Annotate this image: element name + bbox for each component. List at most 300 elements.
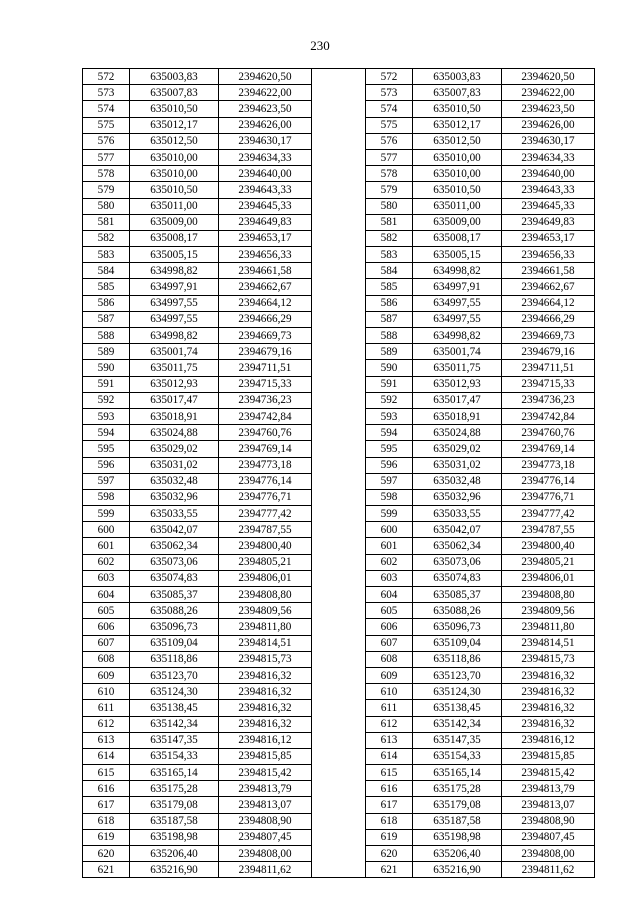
table-row [83,732,595,748]
left-y-coordinate: 2394816,12 [219,732,312,748]
table-row [83,829,595,845]
left-x-coordinate: 635033,55 [130,506,219,522]
column-spacer [312,166,366,182]
left-point-number: 587 [83,311,130,327]
left-point-number: 572 [83,69,130,85]
left-y-coordinate: 2394645,33 [219,198,312,214]
left-x-coordinate: 635206,40 [130,846,219,862]
left-point-number: 577 [83,149,130,165]
column-spacer [312,862,366,878]
right-point-number: 596 [366,457,413,473]
left-x-coordinate: 635017,47 [130,392,219,408]
left-point-number: 581 [83,214,130,230]
right-y-coordinate: 2394620,50 [502,69,595,85]
right-x-coordinate: 635175,28 [413,781,502,797]
left-x-coordinate: 635012,93 [130,376,219,392]
right-x-coordinate: 635008,17 [413,230,502,246]
right-y-coordinate: 2394813,79 [502,781,595,797]
left-point-number: 609 [83,667,130,683]
right-point-number: 580 [366,198,413,214]
right-x-coordinate: 635147,35 [413,732,502,748]
left-y-coordinate: 2394620,50 [219,69,312,85]
left-y-coordinate: 2394679,16 [219,344,312,360]
right-point-number: 609 [366,667,413,683]
right-point-number: 619 [366,829,413,845]
right-x-coordinate: 635010,50 [413,101,502,117]
left-x-coordinate: 635005,15 [130,247,219,263]
left-point-number: 604 [83,587,130,603]
table-row [83,311,595,327]
right-point-number: 621 [366,862,413,878]
left-y-coordinate: 2394736,23 [219,392,312,408]
left-point-number: 612 [83,716,130,732]
right-point-number: 614 [366,748,413,764]
right-x-coordinate: 635154,33 [413,748,502,764]
right-x-coordinate: 635085,37 [413,587,502,603]
left-y-coordinate: 2394815,42 [219,765,312,781]
left-point-number: 590 [83,360,130,376]
table-row [83,166,595,182]
right-x-coordinate: 635033,55 [413,506,502,522]
table-row [83,862,595,878]
right-x-coordinate: 635042,07 [413,522,502,538]
left-y-coordinate: 2394807,45 [219,829,312,845]
column-spacer [312,214,366,230]
table-row [83,570,595,586]
table-row [83,684,595,700]
right-point-number: 589 [366,344,413,360]
right-y-coordinate: 2394806,01 [502,570,595,586]
table-row [83,295,595,311]
left-point-number: 576 [83,133,130,149]
right-y-coordinate: 2394640,00 [502,166,595,182]
right-point-number: 572 [366,69,413,85]
right-x-coordinate: 635003,83 [413,69,502,85]
right-point-number: 579 [366,182,413,198]
right-x-coordinate: 635032,96 [413,489,502,505]
column-spacer [312,587,366,603]
left-x-coordinate: 635010,50 [130,101,219,117]
left-point-number: 605 [83,603,130,619]
left-point-number: 575 [83,117,130,133]
right-y-coordinate: 2394656,33 [502,247,595,263]
table-row [83,247,595,263]
right-point-number: 578 [366,166,413,182]
column-spacer [312,198,366,214]
table-row [83,700,595,716]
column-spacer [312,117,366,133]
table-row [83,473,595,489]
right-x-coordinate: 634997,55 [413,295,502,311]
right-point-number: 597 [366,473,413,489]
left-x-coordinate: 635007,83 [130,85,219,101]
right-y-coordinate: 2394742,84 [502,408,595,424]
right-x-coordinate: 635029,02 [413,441,502,457]
column-spacer [312,230,366,246]
column-spacer [312,149,366,165]
column-spacer [312,133,366,149]
column-spacer [312,425,366,441]
left-point-number: 616 [83,781,130,797]
right-y-coordinate: 2394816,32 [502,684,595,700]
column-spacer [312,522,366,538]
column-spacer [312,85,366,101]
left-y-coordinate: 2394643,33 [219,182,312,198]
right-y-coordinate: 2394808,80 [502,587,595,603]
right-x-coordinate: 635187,58 [413,813,502,829]
left-x-coordinate: 634997,91 [130,279,219,295]
left-point-number: 598 [83,489,130,505]
left-x-coordinate: 635001,74 [130,344,219,360]
right-y-coordinate: 2394787,55 [502,522,595,538]
column-spacer [312,829,366,845]
left-y-coordinate: 2394622,00 [219,85,312,101]
table-row [83,522,595,538]
right-x-coordinate: 635018,91 [413,408,502,424]
left-y-coordinate: 2394669,73 [219,328,312,344]
table-row [83,149,595,165]
left-y-coordinate: 2394806,01 [219,570,312,586]
right-x-coordinate: 635031,02 [413,457,502,473]
right-x-coordinate: 635179,08 [413,797,502,813]
right-x-coordinate: 634998,82 [413,263,502,279]
right-point-number: 574 [366,101,413,117]
left-x-coordinate: 635062,34 [130,538,219,554]
left-x-coordinate: 635011,00 [130,198,219,214]
right-point-number: 582 [366,230,413,246]
left-point-number: 574 [83,101,130,117]
right-x-coordinate: 635011,00 [413,198,502,214]
right-point-number: 600 [366,522,413,538]
left-point-number: 582 [83,230,130,246]
table-row [83,328,595,344]
right-y-coordinate: 2394666,29 [502,311,595,327]
right-point-number: 576 [366,133,413,149]
right-point-number: 585 [366,279,413,295]
left-x-coordinate: 634998,82 [130,328,219,344]
coordinates-table [82,68,595,878]
left-y-coordinate: 2394630,17 [219,133,312,149]
left-point-number: 595 [83,441,130,457]
left-x-coordinate: 635088,26 [130,603,219,619]
right-y-coordinate: 2394809,56 [502,603,595,619]
column-spacer [312,554,366,570]
table-row [83,117,595,133]
left-x-coordinate: 635011,75 [130,360,219,376]
left-point-number: 613 [83,732,130,748]
right-y-coordinate: 2394711,51 [502,360,595,376]
right-y-coordinate: 2394630,17 [502,133,595,149]
table-row [83,425,595,441]
table-row [83,376,595,392]
left-y-coordinate: 2394715,33 [219,376,312,392]
right-x-coordinate: 634998,82 [413,328,502,344]
right-y-coordinate: 2394814,51 [502,635,595,651]
right-y-coordinate: 2394653,17 [502,230,595,246]
table-row [83,392,595,408]
left-point-number: 594 [83,425,130,441]
right-point-number: 598 [366,489,413,505]
right-point-number: 584 [366,263,413,279]
left-point-number: 585 [83,279,130,295]
right-y-coordinate: 2394715,33 [502,376,595,392]
left-x-coordinate: 635175,28 [130,781,219,797]
column-spacer [312,748,366,764]
left-x-coordinate: 635179,08 [130,797,219,813]
right-y-coordinate: 2394776,14 [502,473,595,489]
right-point-number: 605 [366,603,413,619]
table-row [83,538,595,554]
right-x-coordinate: 635074,83 [413,570,502,586]
right-point-number: 581 [366,214,413,230]
left-x-coordinate: 635008,17 [130,230,219,246]
column-spacer [312,279,366,295]
column-spacer [312,700,366,716]
left-y-coordinate: 2394662,67 [219,279,312,295]
left-x-coordinate: 635003,83 [130,69,219,85]
left-point-number: 591 [83,376,130,392]
right-y-coordinate: 2394816,32 [502,700,595,716]
right-y-coordinate: 2394645,33 [502,198,595,214]
right-x-coordinate: 635010,50 [413,182,502,198]
table-row [83,360,595,376]
left-y-coordinate: 2394664,12 [219,295,312,311]
left-y-coordinate: 2394811,62 [219,862,312,878]
right-x-coordinate: 635198,98 [413,829,502,845]
right-point-number: 591 [366,376,413,392]
left-x-coordinate: 635073,06 [130,554,219,570]
left-x-coordinate: 635029,02 [130,441,219,457]
right-x-coordinate: 635012,50 [413,133,502,149]
column-spacer [312,732,366,748]
column-spacer [312,69,366,85]
table-row [83,263,595,279]
left-x-coordinate: 635147,35 [130,732,219,748]
right-x-coordinate: 635118,86 [413,651,502,667]
left-point-number: 593 [83,408,130,424]
right-y-coordinate: 2394811,62 [502,862,595,878]
right-x-coordinate: 635001,74 [413,344,502,360]
column-spacer [312,635,366,651]
left-x-coordinate: 634997,55 [130,311,219,327]
left-y-coordinate: 2394808,80 [219,587,312,603]
right-point-number: 608 [366,651,413,667]
left-y-coordinate: 2394816,32 [219,716,312,732]
right-x-coordinate: 635032,48 [413,473,502,489]
right-point-number: 586 [366,295,413,311]
right-y-coordinate: 2394805,21 [502,554,595,570]
right-x-coordinate: 635138,45 [413,700,502,716]
left-point-number: 596 [83,457,130,473]
right-point-number: 590 [366,360,413,376]
right-y-coordinate: 2394773,18 [502,457,595,473]
right-y-coordinate: 2394816,32 [502,716,595,732]
right-y-coordinate: 2394679,16 [502,344,595,360]
left-point-number: 579 [83,182,130,198]
right-y-coordinate: 2394664,12 [502,295,595,311]
right-x-coordinate: 635012,17 [413,117,502,133]
left-x-coordinate: 635085,37 [130,587,219,603]
right-point-number: 616 [366,781,413,797]
left-x-coordinate: 635024,88 [130,425,219,441]
table-row [83,69,595,85]
right-y-coordinate: 2394760,76 [502,425,595,441]
left-y-coordinate: 2394623,50 [219,101,312,117]
right-x-coordinate: 635007,83 [413,85,502,101]
column-spacer [312,570,366,586]
right-x-coordinate: 635123,70 [413,667,502,683]
right-y-coordinate: 2394649,83 [502,214,595,230]
right-y-coordinate: 2394634,33 [502,149,595,165]
left-x-coordinate: 635010,50 [130,182,219,198]
left-y-coordinate: 2394711,51 [219,360,312,376]
left-y-coordinate: 2394776,71 [219,489,312,505]
left-y-coordinate: 2394800,40 [219,538,312,554]
left-x-coordinate: 635096,73 [130,619,219,635]
right-x-coordinate: 634997,55 [413,311,502,327]
right-y-coordinate: 2394626,00 [502,117,595,133]
left-y-coordinate: 2394808,90 [219,813,312,829]
right-x-coordinate: 635216,90 [413,862,502,878]
right-x-coordinate: 635165,14 [413,765,502,781]
right-y-coordinate: 2394777,42 [502,506,595,522]
column-spacer [312,408,366,424]
column-spacer [312,667,366,683]
right-x-coordinate: 635062,34 [413,538,502,554]
left-point-number: 610 [83,684,130,700]
right-x-coordinate: 635005,15 [413,247,502,263]
right-y-coordinate: 2394769,14 [502,441,595,457]
left-point-number: 586 [83,295,130,311]
right-point-number: 606 [366,619,413,635]
table-row [83,408,595,424]
right-y-coordinate: 2394808,90 [502,813,595,829]
left-point-number: 618 [83,813,130,829]
right-x-coordinate: 635206,40 [413,846,502,862]
right-x-coordinate: 635073,06 [413,554,502,570]
column-spacer [312,263,366,279]
right-point-number: 603 [366,570,413,586]
left-point-number: 614 [83,748,130,764]
left-y-coordinate: 2394776,14 [219,473,312,489]
left-point-number: 620 [83,846,130,862]
right-point-number: 587 [366,311,413,327]
left-point-number: 601 [83,538,130,554]
left-x-coordinate: 635109,04 [130,635,219,651]
right-x-coordinate: 635024,88 [413,425,502,441]
column-spacer [312,457,366,473]
left-point-number: 615 [83,765,130,781]
column-spacer [312,603,366,619]
left-y-coordinate: 2394805,21 [219,554,312,570]
left-point-number: 589 [83,344,130,360]
left-point-number: 584 [83,263,130,279]
left-point-number: 578 [83,166,130,182]
right-y-coordinate: 2394807,45 [502,829,595,845]
right-y-coordinate: 2394815,85 [502,748,595,764]
left-point-number: 597 [83,473,130,489]
table-row [83,651,595,667]
left-y-coordinate: 2394640,00 [219,166,312,182]
column-spacer [312,182,366,198]
right-x-coordinate: 635012,93 [413,376,502,392]
left-y-coordinate: 2394809,56 [219,603,312,619]
left-point-number: 573 [83,85,130,101]
left-point-number: 611 [83,700,130,716]
column-spacer [312,247,366,263]
column-spacer [312,328,366,344]
left-y-coordinate: 2394813,79 [219,781,312,797]
left-y-coordinate: 2394634,33 [219,149,312,165]
left-x-coordinate: 635042,07 [130,522,219,538]
left-y-coordinate: 2394661,58 [219,263,312,279]
right-y-coordinate: 2394808,00 [502,846,595,862]
left-y-coordinate: 2394626,00 [219,117,312,133]
left-y-coordinate: 2394649,83 [219,214,312,230]
right-point-number: 610 [366,684,413,700]
right-x-coordinate: 635010,00 [413,166,502,182]
left-point-number: 621 [83,862,130,878]
right-x-coordinate: 635109,04 [413,635,502,651]
column-spacer [312,360,366,376]
right-y-coordinate: 2394816,12 [502,732,595,748]
right-point-number: 620 [366,846,413,862]
left-x-coordinate: 635010,00 [130,166,219,182]
left-x-coordinate: 635012,17 [130,117,219,133]
right-point-number: 592 [366,392,413,408]
left-x-coordinate: 635012,50 [130,133,219,149]
left-y-coordinate: 2394816,32 [219,667,312,683]
left-x-coordinate: 635074,83 [130,570,219,586]
left-point-number: 588 [83,328,130,344]
right-point-number: 601 [366,538,413,554]
right-x-coordinate: 635010,00 [413,149,502,165]
left-x-coordinate: 635123,70 [130,667,219,683]
left-point-number: 606 [83,619,130,635]
left-y-coordinate: 2394816,32 [219,684,312,700]
right-y-coordinate: 2394623,50 [502,101,595,117]
right-y-coordinate: 2394815,42 [502,765,595,781]
table-row [83,457,595,473]
right-x-coordinate: 635124,30 [413,684,502,700]
table-row [83,619,595,635]
right-y-coordinate: 2394669,73 [502,328,595,344]
right-point-number: 617 [366,797,413,813]
right-point-number: 595 [366,441,413,457]
left-y-coordinate: 2394760,76 [219,425,312,441]
left-point-number: 608 [83,651,130,667]
right-point-number: 607 [366,635,413,651]
left-y-coordinate: 2394742,84 [219,408,312,424]
right-point-number: 573 [366,85,413,101]
left-y-coordinate: 2394816,32 [219,700,312,716]
left-x-coordinate: 635031,02 [130,457,219,473]
right-point-number: 599 [366,506,413,522]
column-spacer [312,716,366,732]
column-spacer [312,473,366,489]
left-y-coordinate: 2394815,73 [219,651,312,667]
table-row [83,554,595,570]
left-x-coordinate: 635118,86 [130,651,219,667]
right-point-number: 618 [366,813,413,829]
left-point-number: 580 [83,198,130,214]
left-x-coordinate: 635032,96 [130,489,219,505]
right-point-number: 612 [366,716,413,732]
left-x-coordinate: 634998,82 [130,263,219,279]
column-spacer [312,392,366,408]
left-y-coordinate: 2394656,33 [219,247,312,263]
right-x-coordinate: 635088,26 [413,603,502,619]
